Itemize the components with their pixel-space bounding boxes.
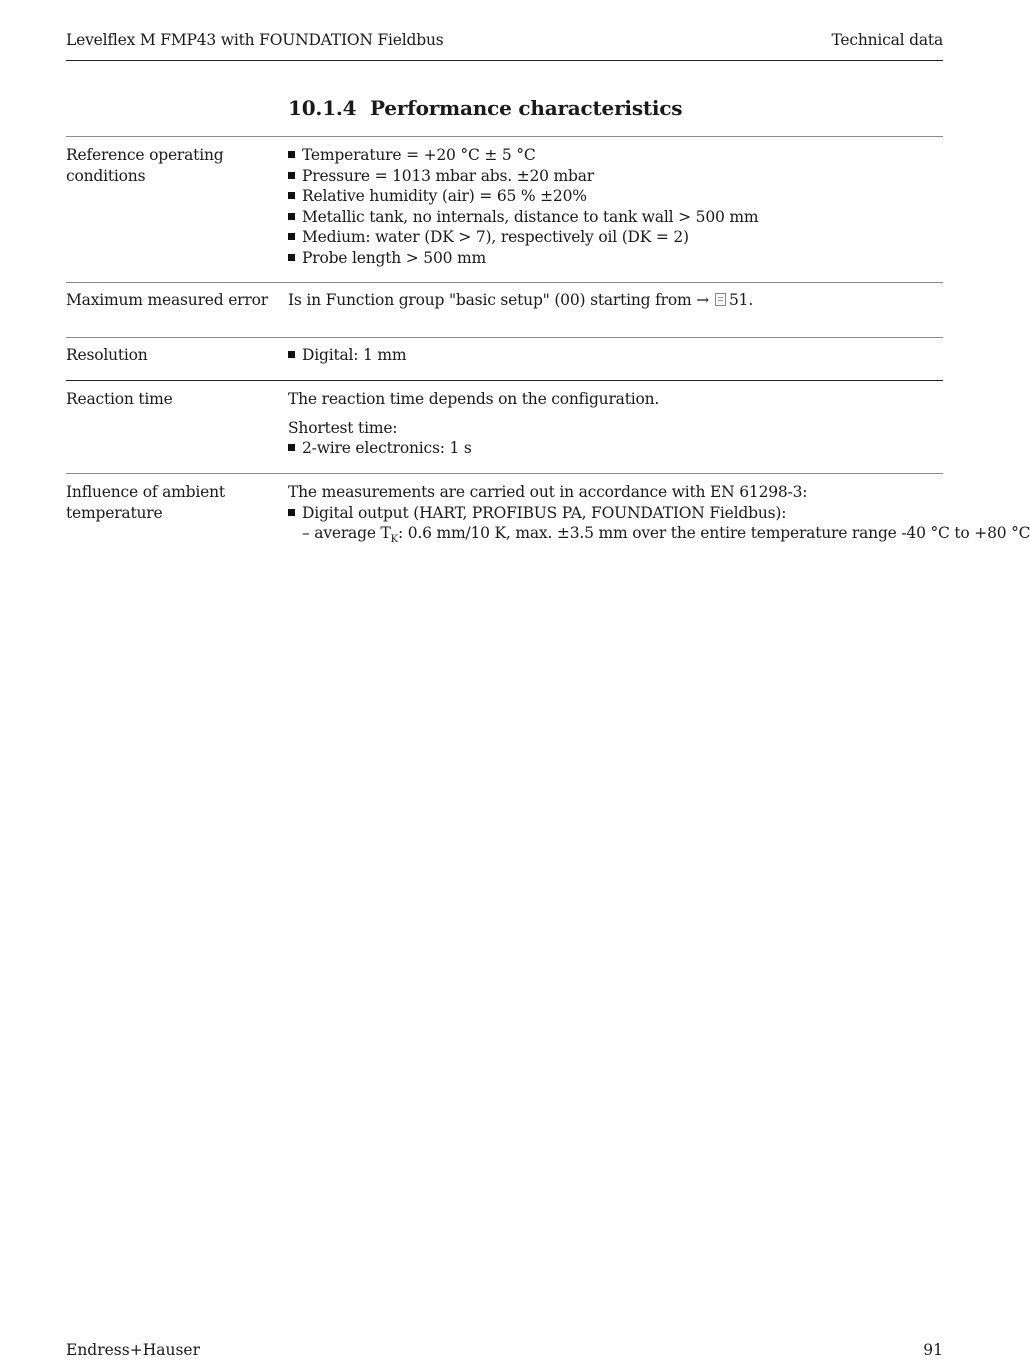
bullet-icon	[288, 172, 295, 179]
reaction-time-label: Reaction time	[66, 390, 173, 408]
bullet-icon	[288, 233, 295, 240]
ambient-temperature-list	[288, 503, 948, 524]
list-item: Digital output (HART, PROFIBUS PA, FOUNDATION Fieldbus):	[288, 503, 948, 524]
bullet-icon	[288, 509, 295, 516]
page-header	[66, 31, 943, 61]
page-reference-link[interactable]: 51.	[729, 291, 754, 309]
row-divider	[66, 473, 943, 474]
section-number: 10.1.4	[288, 96, 357, 120]
bullet-icon	[288, 151, 295, 158]
resolution-list	[288, 345, 948, 366]
bullet-icon	[288, 351, 295, 358]
bullet-icon	[288, 254, 295, 261]
reference-conditions-label: Reference operating conditions	[66, 146, 224, 185]
list-item: Probe length > 500 mm	[288, 248, 948, 269]
section-title: Performance characteristics	[370, 96, 683, 120]
reaction-time-text: The reaction time depends on the configuration.	[288, 390, 660, 408]
row-divider	[66, 136, 943, 137]
bullet-icon	[288, 192, 295, 199]
row-divider	[66, 380, 943, 381]
ambient-temperature-subitem: – average $T_K$: 0.6 mm/10 K, max. ±3.5 mm over the entire temperature range -40 °C to +80 °C	[302, 524, 1030, 546]
resolution-label: Resolution	[66, 346, 148, 364]
reference-conditions-body	[288, 145, 948, 268]
list-item: Medium: water (DK > 7), respectively oil (DK = 2)	[288, 227, 948, 248]
bullet-icon	[288, 444, 295, 451]
list-item: Relative humidity (air) = 65 % ±20%	[288, 186, 948, 207]
max-error-body	[288, 290, 948, 311]
bullet-icon	[288, 213, 295, 220]
footer-company: Endress+Hauser	[66, 1341, 200, 1359]
page-number: 91	[923, 1341, 943, 1359]
list-item: Temperature = +20 °C ± 5 °C	[288, 145, 948, 166]
ambient-temperature-body	[288, 482, 1030, 551]
section-heading	[288, 96, 682, 120]
max-error-text: Is in Function group "basic setup" (00) starting from →	[288, 291, 710, 309]
row-divider	[66, 282, 943, 283]
list-item: Digital: 1 mm	[288, 345, 948, 366]
resolution-body	[288, 345, 948, 366]
reaction-time-list	[288, 438, 948, 459]
reaction-time-body	[288, 389, 948, 459]
list-item: 2-wire electronics: 1 s	[288, 438, 948, 459]
max-error-label: Maximum measured error	[66, 291, 268, 309]
row-divider	[66, 337, 943, 338]
header-document-title: Levelflex M FMP43 with FOUNDATION Fieldbus	[66, 31, 444, 49]
list-item: Pressure = 1013 mbar abs. ±20 mbar	[288, 166, 948, 187]
ambient-temperature-text: The measurements are carried out in accordance with EN 61298-3:	[288, 483, 808, 501]
header-chapter-title: Technical data	[831, 31, 943, 49]
reference-conditions-list	[288, 145, 948, 268]
list-item: Metallic tank, no internals, distance to tank wall > 500 mm	[288, 207, 948, 228]
reaction-time-subhead: Shortest time:	[288, 418, 398, 437]
page-reference-icon	[715, 293, 726, 306]
ambient-temperature-label: Influence of ambient temperature	[66, 483, 225, 522]
